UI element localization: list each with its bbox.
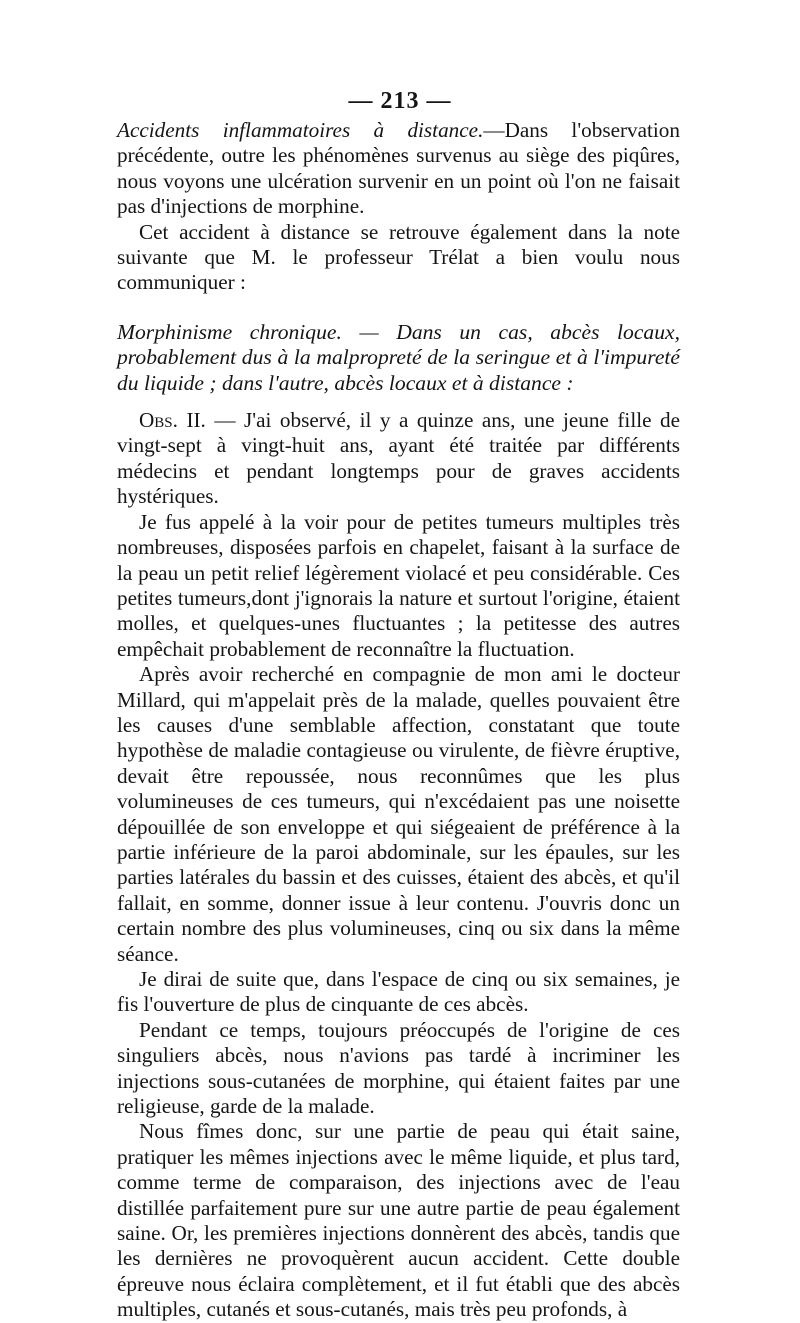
- paragraph: Je fus appelé à la voir pour de petites tumeurs multiples très nombreuses, disposées parfois en chapelet, faisant à la surface de la peau un petit relief légèrement violacé et peu considérable. Ces petites tumeurs,dont j'ignorais la nature et surtout l'origine, étaient molles, et quelques-unes fluctuantes ; la petitesse des autres empêchait probablement de reconnaître la fluctuation.: [117, 509, 680, 661]
- body-text: [117, 118, 680, 1323]
- paragraph: [117, 118, 680, 220]
- paragraph-text: — J'ai observé, il y a quinze ans, une jeune fille de vingt-sept à vingt-huit ans, ayant été traitée par différents médecins et pendant longtemps pour de graves accidents hystériques.: [117, 408, 680, 509]
- paragraph-text: —Dans l'observation précédente, outre les phénomènes survenus au siège des piqûres, nous voyons une ulcération survenir en un point où l'on ne faisait pas d'injections de morphine.: [117, 118, 680, 219]
- paragraph: [117, 408, 680, 510]
- page-number: — 213 —: [348, 88, 452, 114]
- section-heading-inline: Accidents inflammatoires à distance.: [117, 118, 484, 142]
- paragraph: Nous fîmes donc, sur une partie de peau qui était saine, pratiquer les mêmes injections avec le même liquide, et plus tard, comme terme de comparaison, des injections avec de l'eau distillée parfaitement pure sur une autre partie de peau également saine. Or, les premières injections donnèrent des abcès, tandis que les dernières ne provoquèrent aucun accident. Cette double épreuve nous éclaira complètement, et il fut établi que des abcès multiples, cutanés et sous-cutanés, mais très peu profonds, à: [117, 1119, 680, 1322]
- paragraph: Cet accident à distance se retrouve également dans la note suivante que M. le professeur Trélat a bien voulu nous communiquer :: [117, 219, 680, 295]
- paragraph: Après avoir recherché en compagnie de mon ami le docteur Millard, qui m'appelait près de la malade, quelles pouvaient être les causes d'une semblable affection, constatant que toute hypothèse de maladie contagieuse ou virulente, de fièvre éruptive, devait être repoussée, nous reconnûmes que les plus volumineuses de ces tumeurs, qui n'excédaient pas une noisette dépouillée de son enveloppe et qui siégeaient de préférence à la partie inférieure de la paroi abdominale, sur les épaules, sur les parties latérales du bassin et des cuisses, étaient des abcès, et qu'il fallait, en somme, donner issue à leur contenu. J'ouvris donc un certain nombre des plus volumineuses, cinq ou six dans la même séance.: [117, 662, 680, 966]
- paragraph: Je dirai de suite que, dans l'espace de cinq ou six semaines, je fis l'ouverture de plus de cinquante de ces abcès.: [117, 967, 680, 1017]
- observation-label: Obs. II.: [139, 408, 206, 433]
- paragraph: Pendant ce temps, toujours préoccupés de l'origine de ces singuliers abcès, nous n'avions pas tardé à incriminer les injections sous-cutanées de morphine, qui étaient faites par une religieuse, garde de la malade.: [117, 1017, 680, 1119]
- observation-title: Morphinisme chronique. — Dans un cas, abcès locaux, probablement dus à la malpropreté de la seringue et à l'impureté du liquide ; dans l'autre, abcès locaux et à distance :: [117, 319, 680, 395]
